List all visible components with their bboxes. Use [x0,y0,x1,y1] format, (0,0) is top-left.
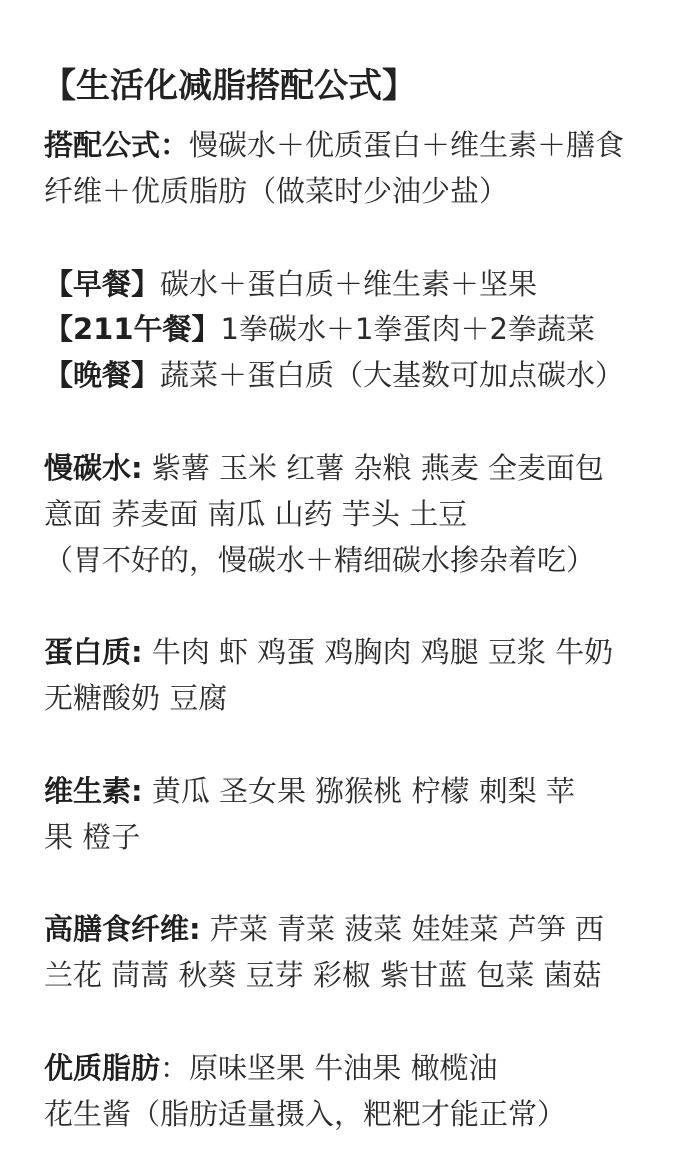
breakfast-line [44,264,537,304]
lunch-text: 1拳碳水＋1拳蛋肉＋2拳蔬菜 [220,312,595,346]
lunch-label: 【211午餐】 [44,312,221,346]
slow-carbs-line-1 [44,448,604,488]
protein-text-1: 牛肉 虾 鸡蛋 鸡胸肉 鸡腿 豆浆 牛奶 [142,635,614,669]
protein-label: 蛋白质: [44,635,143,669]
protein-line-2: 无糖酸奶 豆腐 [44,681,228,715]
vitamins-label: 维生素: [44,774,143,808]
slow-carbs-label: 慢碳水: [44,451,143,485]
fiber-text-1: 芹菜 青菜 菠菜 娃娃菜 芦笋 西 [200,912,604,946]
dinner-label: 【晚餐】 [44,358,161,392]
slow-carbs-text-1: 紫薯 玉米 红薯 杂粮 燕麦 全麦面包 [142,451,604,485]
slow-carbs-line-3: （胃不好的，慢碳水＋精细碳水掺杂着吃） [44,543,596,577]
vitamins-line-2: 果 橙子 [44,820,141,854]
page-title: 【生活化减脂搭配公式】 [42,66,416,106]
formula-text-1: 慢碳水＋优质蛋白＋维生素＋膳食 [189,128,625,162]
formula-line-2: 纤维＋优质脂肪（做菜时少油少盐） [44,174,509,208]
dinner-text: 蔬菜＋蛋白质（大基数可加点碳水） [160,358,625,392]
fats-label: 优质脂肪 [44,1051,161,1085]
fiber-label: 高膳食纤维: [44,912,201,946]
fiber-line-1 [44,909,604,949]
vitamins-text-1: 黄瓜 圣女果 猕猴桃 柠檬 刺梨 苹 [142,774,575,808]
breakfast-text: 碳水＋蛋白质＋维生素＋坚果 [160,267,538,301]
lunch-line [44,309,595,349]
fiber-line-2: 兰花 茼蒿 秋葵 豆芽 彩椒 紫甘蓝 包菜 菌菇 [44,958,602,992]
vitamins-line-1 [44,771,575,811]
slow-carbs-line-2: 意面 荞麦面 南瓜 山药 芋头 土豆 [44,497,468,531]
formula-label: 搭配公式： [44,128,190,162]
formula-line-1 [44,125,624,165]
breakfast-label: 【早餐】 [44,267,161,301]
dinner-line [44,355,624,395]
protein-line-1 [44,632,613,672]
fats-line-2: 花生酱（脂肪适量摄入，粑粑才能正常） [44,1097,567,1131]
fats-line-1 [44,1048,497,1088]
fats-text-1: ：原味坚果 牛油果 橄榄油 [160,1051,498,1085]
